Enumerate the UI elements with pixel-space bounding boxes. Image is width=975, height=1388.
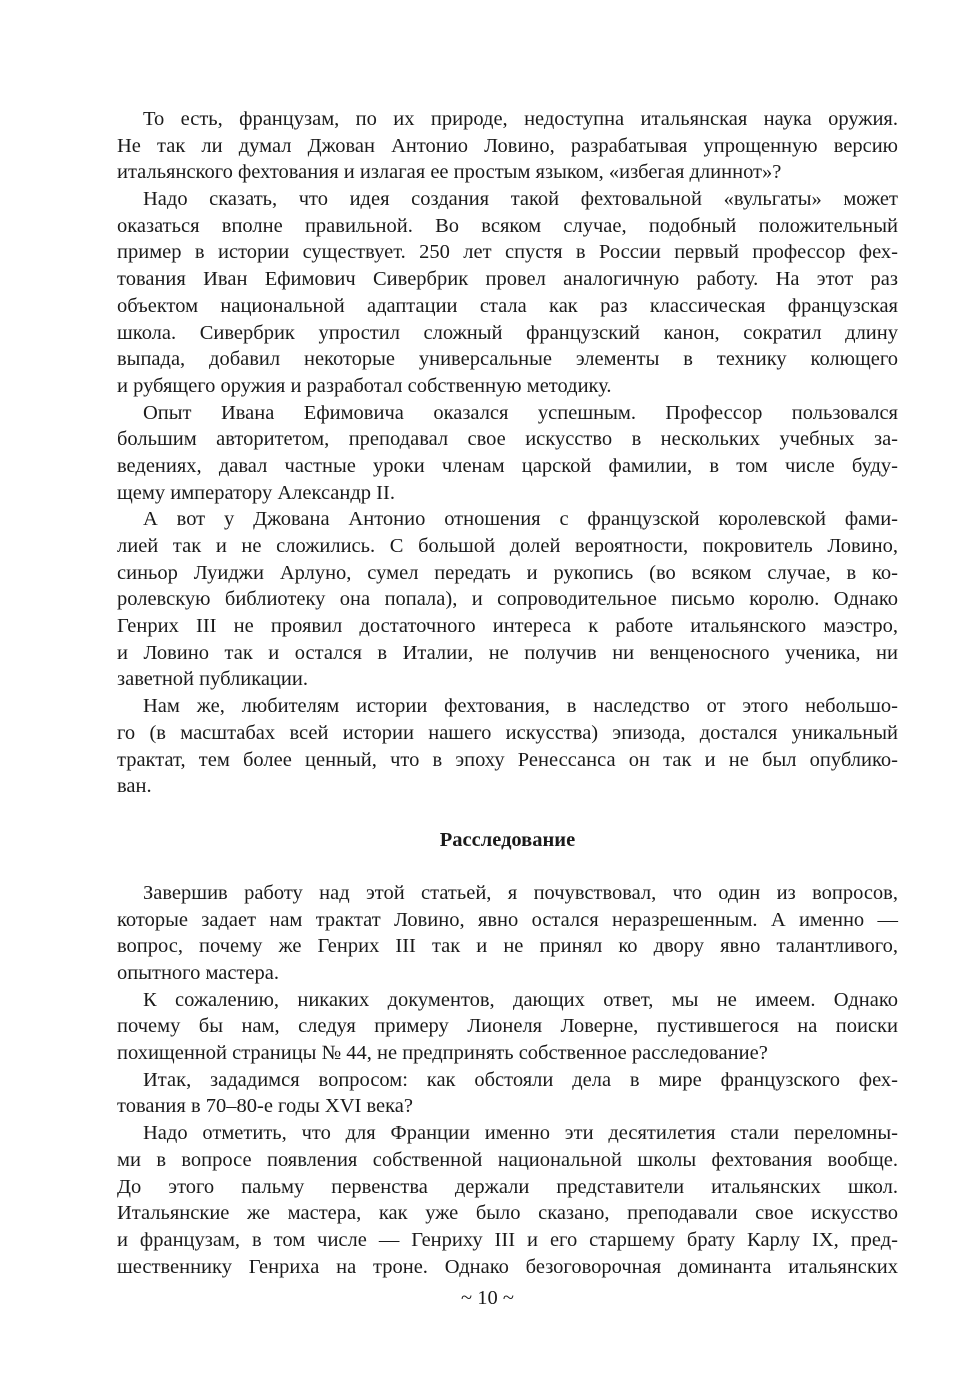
page-number: ~ 10 ~ (461, 1287, 514, 1309)
text-line: Итальянские же мастера, как уже было сказано, преподавали свое искусство (117, 1202, 898, 1225)
text-line: тования в 70–80-е годы XVI века? (117, 1095, 413, 1118)
paragraph (117, 186, 898, 400)
text-line: А вот у Джована Антонио отношения с французской королевской фами- (143, 508, 898, 531)
text-line: шественнику Генриха на троне. Однако безоговорочная доминанта итальянских (117, 1255, 898, 1278)
paragraph (117, 400, 898, 507)
text-line: и рубящего оружия и разработал собственную методику. (117, 374, 612, 397)
paragraph (117, 987, 898, 1067)
text-line: ролевскую библиотеку она попала), и сопроводительное письмо королю. Однако (117, 588, 898, 611)
text-line: Итак, зададимся вопросом: как обстояли дела в мире французского фех- (143, 1068, 898, 1091)
text-line: Генрих III не проявил достаточного интереса к работе итальянского маэстро, (117, 615, 898, 638)
section-heading: Расследование (439, 828, 576, 851)
text-line: и французам, в том числе — Генриху III и его старшему брату Карлу IX, пред- (117, 1228, 898, 1251)
text-line: лией так и не сложились. С большой долей вероятности, покровитель Ловино, (117, 535, 898, 557)
text-line: ведениях, давал частные уроки членам царской фамилии, в том числе буду- (117, 454, 898, 477)
text-line: большим авторитетом, преподавал свое искусство в нескольких учебных за- (117, 428, 898, 451)
text-line: итальянского фехтования и излагая ее простым языком, «избегая длиннот»? (117, 161, 782, 184)
text-line: опытного мастера. (117, 962, 280, 984)
text-line: вопрос, почему же Генрих III так и не принял ко двору явно талантливого, (117, 935, 898, 958)
text-line: К сожалению, никаких документов, дающих ответ, мы не имеем. Однако (143, 988, 898, 1011)
paragraph (117, 880, 898, 987)
page-body (117, 106, 898, 1280)
text-line: Опыт Ивана Ефимовича оказался успешным. Профессор пользовался (143, 401, 898, 424)
text-line: Надо сказать, что идея создания такой фехтовальной «вульгаты» может (143, 188, 898, 211)
paragraph (117, 1120, 898, 1280)
paragraph (117, 106, 898, 186)
text-line: объектом национальной адаптации стала как раз классическая французская (117, 294, 898, 317)
paragraph (117, 1067, 898, 1120)
text-line: ми в вопросе появления собственной национальной школы фехтования вообще. (117, 1148, 898, 1171)
text-line: выпада, добавил некоторые универсальные элементы в технику колющего (117, 348, 898, 371)
paragraph (117, 506, 898, 693)
text-line: заветной публикации. (117, 668, 308, 691)
text-line: и Ловино так и остался в Италии, не получив ни венценосного ученика, ни (117, 641, 898, 664)
text-line: щему императору Александр II. (117, 481, 395, 504)
text-line: которые задает нам трактат Ловино, явно остался неразрешенным. А именно — (117, 908, 898, 931)
text-line: тования Иван Ефимович Сивербрик провел аналогичную работу. На этот раз (117, 268, 898, 291)
text-line: Нам же, любителям истории фехтования, в наследство от этого небольшо- (143, 695, 898, 718)
text-line: трактат, тем более ценный, что в эпоху Ренессанса он так и не был опублико- (117, 748, 898, 771)
text-line: ван. (117, 775, 152, 798)
text-line: Не так ли думал Джован Антонио Ловино, разрабатывая упрощенную версию (117, 134, 898, 157)
text-line: синьор Луиджи Арлуно, сумел передать и рукопись (во всяком случае, в ко- (117, 561, 898, 584)
text-section-after (117, 880, 898, 1280)
text-section-before (117, 106, 898, 800)
text-line: похищенной страницы № 44, не предпринять собственное расследование? (117, 1042, 768, 1065)
text-line: пример в истории существует. 250 лет спустя в России первый профессор фех- (117, 241, 898, 264)
text-line: Завершив работу над этой статьей, я почувствовал, что один из вопросов, (143, 881, 898, 904)
text-line: То есть, французам, по их природе, недоступна итальянская наука оружия. (143, 108, 898, 130)
text-line: До этого пальму первенства держали представители итальянских школ. (117, 1175, 898, 1198)
text-line: Надо отметить, что для Франции именно эти десятилетия стали переломны- (143, 1122, 898, 1145)
text-line: го (в масштабах всей истории нашего искусства) эпизода, достался уникальный (117, 721, 898, 744)
text-line: оказаться вполне правильной. Во всяком случае, подобный положительный (117, 214, 898, 237)
text-line: почему бы нам, следуя примеру Лионеля Ловерне, пустившегося на поиски (117, 1015, 898, 1038)
text-line: школа. Сивербрик упростил сложный французский канон, сократил длину (117, 321, 898, 344)
paragraph (117, 693, 898, 800)
